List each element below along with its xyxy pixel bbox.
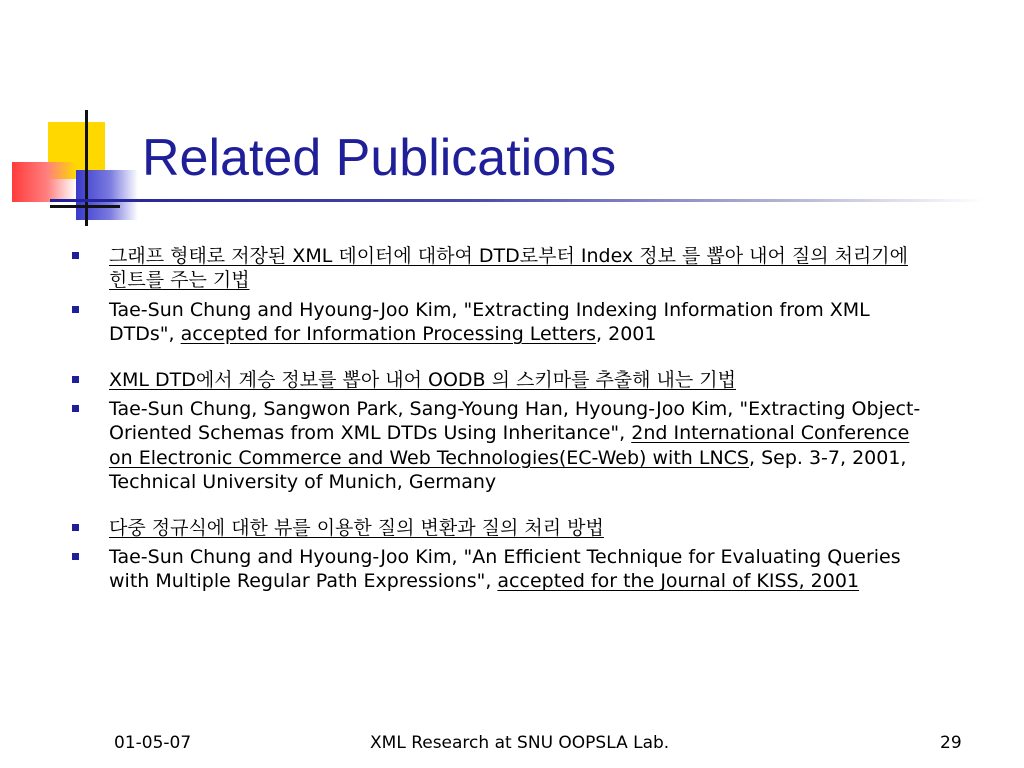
korean-title-link[interactable]: 그래프 형태로 저장된 XML 데이터에 대하여 DTD로부터 Index 정보 를 뽑아 내어 질의 처리기에 힌트를 주는 기법 [109, 245, 909, 292]
footer-center-text: XML Research at SNU OOPSLA Lab. [370, 733, 670, 753]
bullet-icon [72, 553, 79, 560]
bullet-icon [72, 252, 79, 259]
citation-authors-title: Tae-Sun Chung and Hyoung-Joo Kim, "An Efficient Technique for Evaluating Queries with Multiple Regular Path Expressions", [109, 546, 901, 593]
list-item-citation [0, 545, 921, 594]
publication-list [0, 244, 1024, 599]
slide-title: Related Publications [142, 129, 617, 187]
bullet-icon [72, 405, 79, 412]
citation-authors-title: Tae-Sun Chung and Hyoung-Joo Kim, "Extracting Indexing Information from XML DTDs", [109, 298, 870, 346]
footer-date: 01-05-07 [114, 733, 192, 753]
bullet-icon [72, 524, 79, 531]
citation-tail: , Sep. 3-7, 2001, Technical University of Munich, Germany [109, 446, 907, 494]
list-item-korean-title [0, 516, 921, 540]
title-underline [50, 199, 984, 202]
citation-venue-link[interactable]: accepted for the Journal of KISS, 2001 [497, 570, 860, 593]
citation-venue-link[interactable]: accepted for Information Processing Letters [180, 323, 597, 346]
vertical-line [85, 110, 88, 226]
korean-title-link[interactable]: XML DTD에서 계승 정보를 뽑아 내어 OODB 의 스키마를 추출해 내는 기법 [109, 368, 737, 391]
bullet-icon [72, 306, 79, 313]
citation-authors-title: Tae-Sun Chung, Sangwon Park, Sang-Young Han, Hyoung-Joo Kim, "Extracting Object-Oriented Schemas from XML DTDs Using Inheritance", [109, 398, 921, 445]
list-item-citation [0, 397, 921, 495]
list-item-citation [0, 298, 921, 347]
horizontal-line [50, 205, 120, 208]
bullet-icon [72, 376, 79, 383]
citation-tail: , 2001 [596, 323, 657, 346]
footer-page-number: 29 [940, 733, 962, 753]
list-item-korean-title [0, 368, 921, 392]
list-item-korean-title [0, 244, 921, 293]
korean-title-link[interactable]: 다중 정규식에 대한 뷰를 이용한 질의 변환과 질의 처리 방법 [109, 516, 604, 539]
red-gradient-square [12, 162, 76, 202]
citation-venue-link[interactable]: 2nd International Conference on Electronic Commerce and Web Technologies(EC-Web) with LNCS [109, 422, 910, 469]
